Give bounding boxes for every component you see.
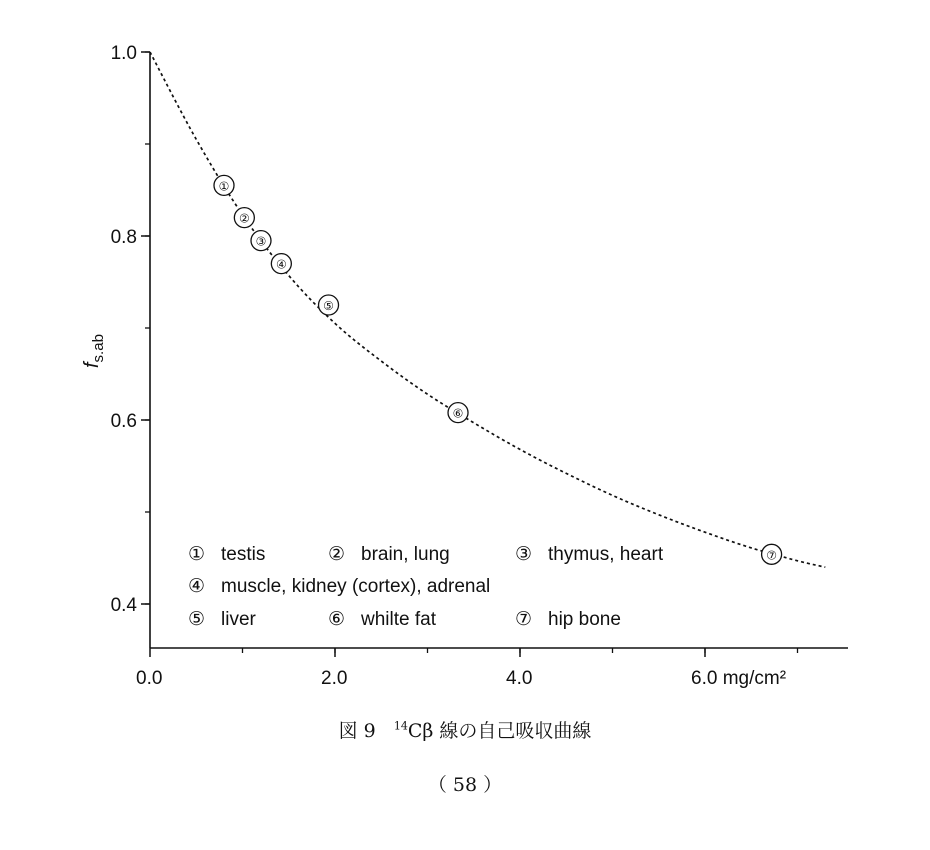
y-tick-label: 0.8 (110, 227, 137, 248)
curve-layer (150, 52, 825, 567)
y-axis-label-sub: s.ab (90, 334, 107, 363)
y-tick-label: 1.0 (110, 43, 137, 64)
legend-entry-marker: ② (328, 544, 346, 565)
y-tick-label: 0.6 (110, 411, 137, 432)
figure-title: Cβ 線の自己吸収曲線 (407, 720, 592, 742)
data-point-label: ③ (255, 234, 267, 249)
legend-entry-marker: ⑥ (328, 609, 346, 630)
legend-entry-label: whilte fat (361, 609, 436, 630)
data-point-⑦ (762, 544, 782, 564)
points-layer (214, 175, 782, 564)
legend-entry (515, 544, 664, 565)
legend-entry (188, 576, 490, 597)
data-point-label: ⑥ (452, 406, 464, 421)
data-point-label: ⑤ (323, 299, 334, 313)
x-tick-label: 6.0 mg/cm² (691, 668, 787, 689)
legend-entry (328, 544, 450, 565)
legend-entry (328, 609, 437, 630)
x-tick-label: 4.0 (506, 668, 533, 689)
legend-entry-label: testis (221, 544, 266, 565)
data-point-④ (271, 254, 291, 274)
svg-text:fs.ab (81, 334, 107, 368)
data-point-label: ② (238, 211, 250, 226)
data-point-① (214, 175, 234, 195)
legend-entry (188, 544, 265, 565)
legend-entry-marker: ③ (515, 544, 533, 565)
legend-entry-marker: ⑦ (515, 609, 533, 630)
data-point-⑥ (448, 403, 468, 423)
legend-entry-label: brain, lung (361, 544, 450, 565)
legend-entry-label: hip bone (548, 609, 621, 630)
page-number: （ 58 ） (427, 774, 503, 796)
isotope-mass: 14 (393, 719, 408, 733)
legend-entry-marker: ⑤ (188, 609, 206, 630)
data-point-⑤ (319, 295, 339, 315)
data-point-label: ① (218, 179, 230, 194)
figure-caption (0, 716, 930, 743)
data-point-② (234, 208, 254, 228)
figure-number: 図 9 (338, 720, 376, 742)
data-point-③ (251, 231, 271, 251)
x-tick-label: 0.0 (136, 668, 163, 689)
legend-entry-marker: ① (188, 544, 206, 565)
data-point-label: ⑦ (766, 548, 777, 563)
legend-entry-label: liver (221, 609, 256, 630)
y-axis-label-main: f (81, 362, 103, 368)
legend-entry-label: thymus, heart (548, 544, 664, 565)
legend-entry-label: muscle, kidney (cortex), adrenal (221, 576, 491, 597)
legend-entry (515, 609, 621, 630)
data-point-label: ④ (275, 257, 287, 272)
legend-entry (188, 609, 257, 630)
y-axis-label (81, 334, 107, 368)
y-tick-label: 0.4 (110, 595, 137, 616)
absorption-curve (150, 52, 825, 567)
legend (188, 544, 664, 630)
legend-entry-marker: ④ (188, 576, 206, 597)
x-tick-label: 2.0 (321, 668, 348, 689)
